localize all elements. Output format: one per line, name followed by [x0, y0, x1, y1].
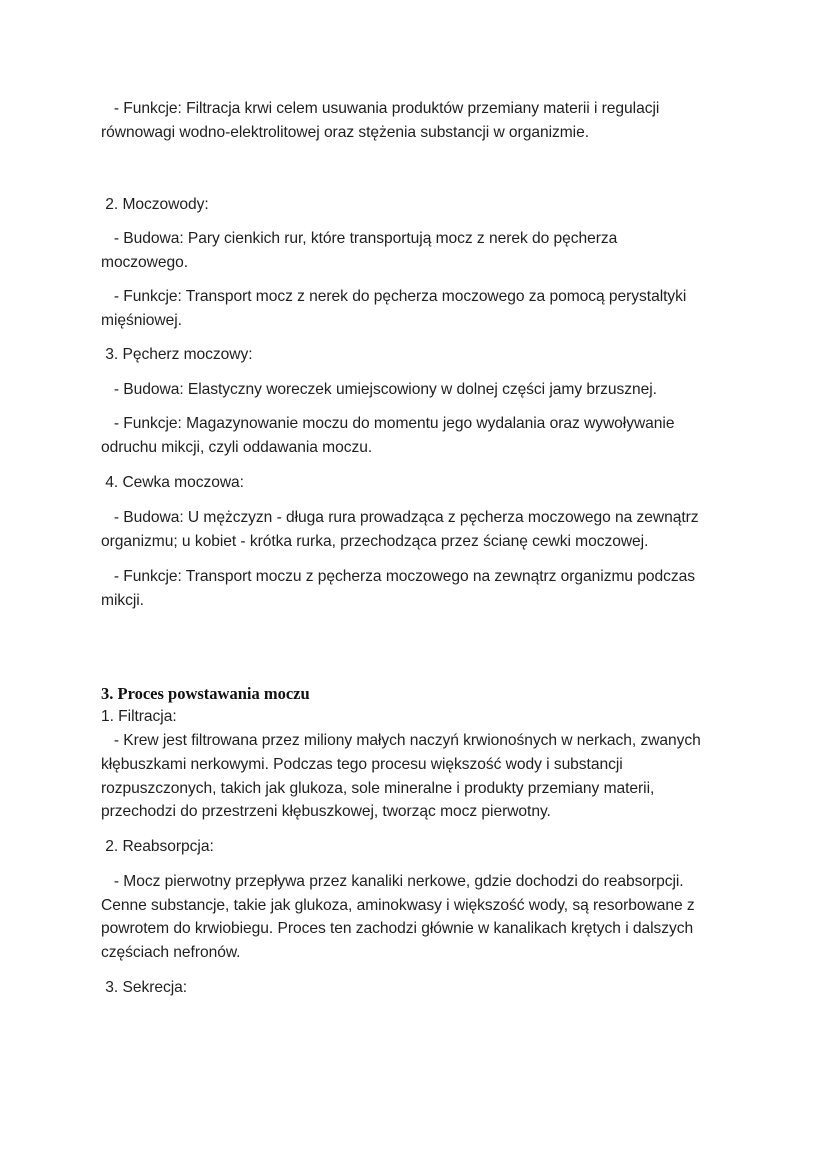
ureters-function-line-1: - Funkcje: Transport mocz z nerek do pęcherza moczowego za pomocą perystaltyki [101, 288, 687, 305]
reabsorption-line-4: częściach nefronów. [101, 944, 241, 961]
secretion-title: 3. Sekrecja: [101, 979, 188, 996]
urethra-title: 4. Cewka moczowa: [101, 474, 244, 491]
reabsorption-line-3: powrotem do krwiobiegu. Proces ten zachodzi głównie w kanalikach krętych i dalszych [101, 920, 694, 937]
reabsorption-line-1: - Mocz pierwotny przepływa przez kanaliki nerkowe, gdzie dochodzi do reabsorpcji. [101, 873, 684, 890]
ureters-title: 2. Moczowody: [101, 196, 209, 213]
urethra-function-line-2: mikcji. [101, 592, 144, 609]
bladder-structure-line-1: - Budowa: Elastyczny woreczek umiejscowiony w dolnej części jamy brzusznej. [101, 381, 657, 398]
section-3-heading: 3. Proces powstawania moczu [101, 684, 310, 703]
filtration-line-4: przechodzi do przestrzeni kłębuszkowej, tworząc mocz pierwotny. [101, 803, 551, 820]
filtration-line-1: - Krew jest filtrowana przez miliony małych naczyń krwionośnych w nerkach, zwanych [101, 732, 701, 749]
bladder-title: 3. Pęcherz moczowy: [101, 346, 253, 363]
filtration-line-2: kłębuszkami nerkowymi. Podczas tego procesu większość wody i substancji [101, 756, 623, 773]
urethra-function-line-1: - Funkcje: Transport moczu z pęcherza moczowego na zewnątrz organizmu podczas [101, 568, 696, 585]
kidney-functions-line-2: równowagi wodno-elektrolitowej oraz stężenia substancji w organizmie. [101, 124, 589, 141]
urethra-structure-line-1: - Budowa: U mężczyzn - długa rura prowadząca z pęcherza moczowego na zewnątrz [101, 509, 699, 526]
filtration-line-3: rozpuszczonych, takich jak glukoza, sole mineralne i produkty przemiany materii, [101, 780, 655, 797]
reabsorption-line-2: Cenne substancje, takie jak glukoza, aminokwasy i większość wody, są resorbowane z [101, 897, 695, 914]
bladder-function-line-1: - Funkcje: Magazynowanie moczu do momentu jego wydalania oraz wywoływanie [101, 415, 675, 432]
bladder-function-line-2: odruchu mikcji, czyli oddawania moczu. [101, 439, 373, 456]
ureters-structure-line-1: - Budowa: Pary cienkich rur, które transportują mocz z nerek do pęcherza [101, 230, 618, 247]
reabsorption-title: 2. Reabsorpcja: [101, 838, 214, 855]
ureters-function-line-2: mięśniowej. [101, 312, 182, 329]
kidney-functions-line-1: - Funkcje: Filtracja krwi celem usuwania produktów przemiany materii i regulacji [101, 100, 660, 117]
urethra-structure-line-2: organizmu; u kobiet - krótka rurka, przechodząca przez ścianę cewki moczowej. [101, 533, 649, 550]
ureters-structure-line-2: moczowego. [101, 254, 189, 271]
filtration-title: 1. Filtracja: [101, 708, 177, 725]
